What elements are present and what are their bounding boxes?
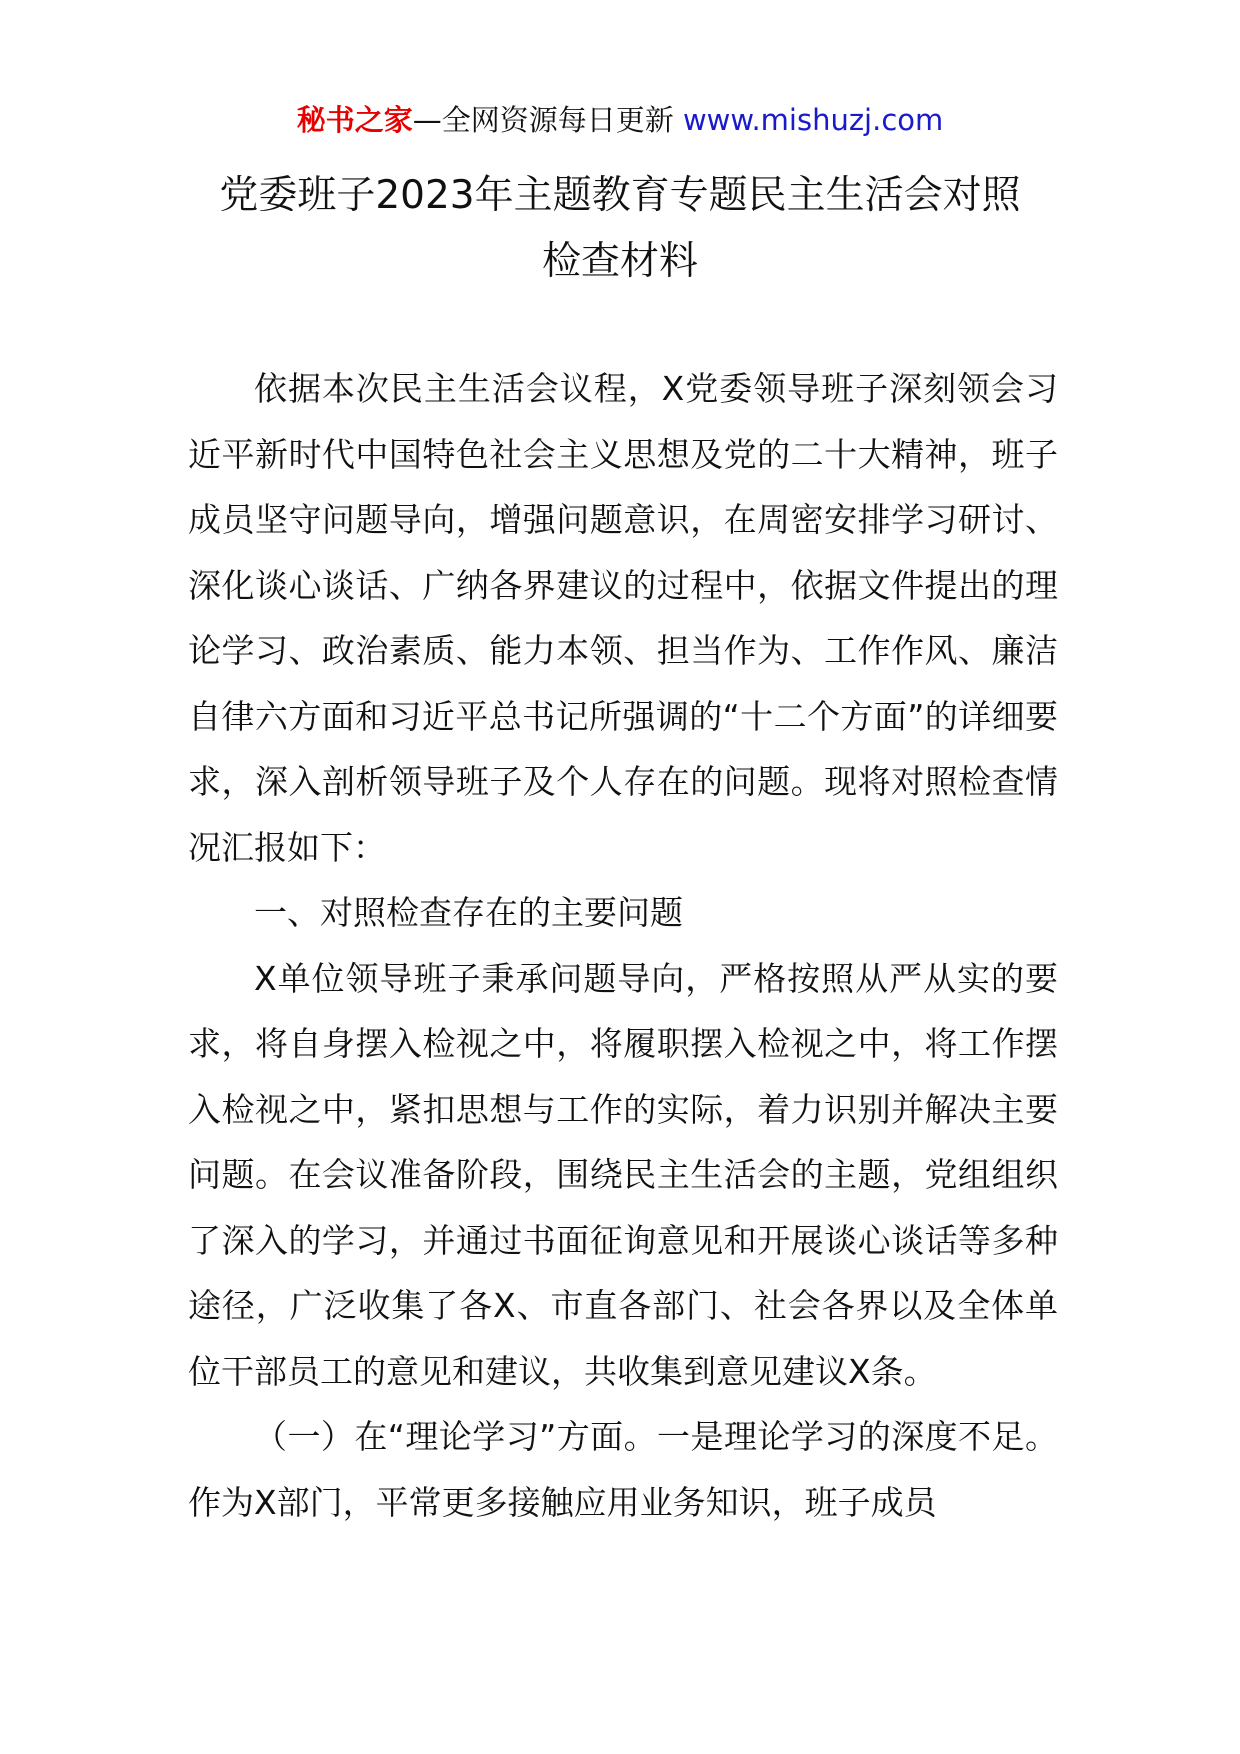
document-title: [150, 163, 1090, 295]
watermark-header: [0, 100, 1240, 140]
title-line-2: 检查材料: [541, 239, 698, 284]
intro-paragraph: 依据本次民主生活会议程，X党委领导班子深刻领会习近平新时代中国特色社会主义思想及党的二十大精神，班子成员坚守问题导向，增强问题意识，在周密安排学习研讨、深化谈心谈话、广纳各界建议的过程中，依据文件提出的理论学习、政治素质、能力本领、担当作为、工作作风、廉洁自律六方面和习近平总书记所强调的“十二个方面”的详细要求，深入剖析领导班子及个人存在的问题。现将对照检查情况汇报如下：: [188, 369, 1058, 867]
section-heading: 一、对照检查存在的主要问题: [254, 893, 683, 932]
document-body: [188, 356, 1058, 1535]
header-tagline: —全网资源每日更新: [412, 103, 683, 137]
body-paragraph: X单位领导班子秉承问题导向，严格按照从严从实的要求，将自身摆入检视之中，将履职摆入检视之中，将工作摆入检视之中，紧扣思想与工作的实际，着力识别并解决主要问题。在会议准备阶段，围绕民主生活会的主题，党组组织了深入的学习，并通过书面征询意见和开展谈心谈话等多种途径，广泛收集了各X、市直各部门、社会各界以及全体单位干部员工的意见和建议，共收集到意见建议X条。: [188, 958, 1058, 1391]
website-link[interactable]: www.mishuzj.com: [682, 103, 944, 137]
brand-name: 秘书之家: [296, 103, 413, 137]
title-line-1: 党委班子2023年主题教育专题民主生活会对照: [219, 173, 1021, 218]
subsection-paragraph: （一）在“理论学习”方面。一是理论学习的深度不足。作为X部门，平常更多接触应用业务知识，班子成员: [188, 1417, 1058, 1522]
